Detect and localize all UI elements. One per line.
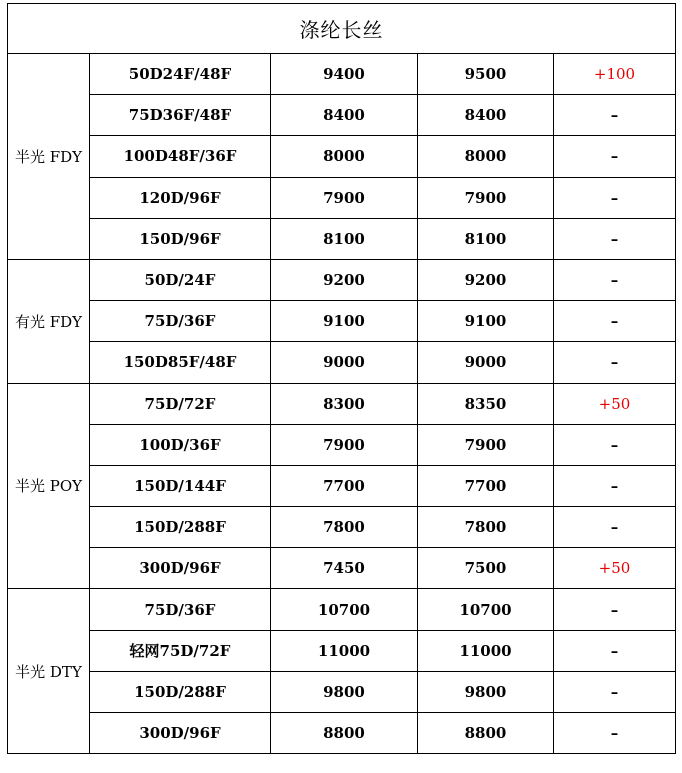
spec-cell: 75D/72F: [90, 383, 271, 424]
table-row: [8, 589, 676, 630]
spec-cell: 150D/144F: [90, 465, 271, 506]
table-row: [8, 630, 676, 671]
previous-price-cell: 8000: [271, 136, 418, 177]
current-price-cell: 10700: [418, 589, 554, 630]
product-group-label: 半光 FDY: [8, 54, 90, 260]
price-change-cell: –: [554, 507, 676, 548]
previous-price-cell: 7450: [271, 548, 418, 589]
price-change-cell: –: [554, 177, 676, 218]
price-change-cell: –: [554, 259, 676, 300]
spec-cell: 100D/36F: [90, 424, 271, 465]
table-body: [8, 54, 676, 754]
price-change-cell: –: [554, 342, 676, 383]
title-row: [8, 4, 676, 54]
previous-price-cell: 7700: [271, 465, 418, 506]
previous-price-cell: 8400: [271, 95, 418, 136]
table-row: [8, 424, 676, 465]
previous-price-cell: 9800: [271, 671, 418, 712]
spec-cell: 50D24F/48F: [90, 54, 271, 95]
previous-price-cell: 9000: [271, 342, 418, 383]
previous-price-cell: 9400: [271, 54, 418, 95]
current-price-cell: 9200: [418, 259, 554, 300]
previous-price-cell: 8300: [271, 383, 418, 424]
current-price-cell: 7800: [418, 507, 554, 548]
table-row: [8, 177, 676, 218]
previous-price-cell: 7800: [271, 507, 418, 548]
spec-cell: 150D/288F: [90, 671, 271, 712]
previous-price-cell: 11000: [271, 630, 418, 671]
table-row: [8, 54, 676, 95]
current-price-cell: 8000: [418, 136, 554, 177]
price-change-cell: –: [554, 136, 676, 177]
price-change-cell: –: [554, 671, 676, 712]
current-price-cell: 8100: [418, 218, 554, 259]
price-change-cell: –: [554, 301, 676, 342]
product-group-label: 半光 DTY: [8, 589, 90, 754]
product-group-label: 有光 FDY: [8, 259, 90, 383]
spec-cell: 300D/96F: [90, 713, 271, 754]
spec-cell: 150D/288F: [90, 507, 271, 548]
price-change-cell: –: [554, 589, 676, 630]
table-row: [8, 259, 676, 300]
current-price-cell: 9800: [418, 671, 554, 712]
spec-cell: 150D85F/48F: [90, 342, 271, 383]
spec-cell: 300D/96F: [90, 548, 271, 589]
current-price-cell: 8350: [418, 383, 554, 424]
table-title: 涤纶长丝: [8, 4, 676, 54]
current-price-cell: 7900: [418, 424, 554, 465]
current-price-cell: 9000: [418, 342, 554, 383]
table-row: [8, 218, 676, 259]
table-row: [8, 548, 676, 589]
spec-cell: 75D/36F: [90, 589, 271, 630]
current-price-cell: 8400: [418, 95, 554, 136]
current-price-cell: 8800: [418, 713, 554, 754]
price-change-cell: +50: [554, 548, 676, 589]
previous-price-cell: 8800: [271, 713, 418, 754]
table-row: [8, 507, 676, 548]
table-row: [8, 465, 676, 506]
spec-cell: 100D48F/36F: [90, 136, 271, 177]
table-row: [8, 301, 676, 342]
current-price-cell: 7700: [418, 465, 554, 506]
current-price-cell: 9100: [418, 301, 554, 342]
previous-price-cell: 9200: [271, 259, 418, 300]
spec-cell: 75D/36F: [90, 301, 271, 342]
current-price-cell: 11000: [418, 630, 554, 671]
price-change-cell: –: [554, 218, 676, 259]
price-change-cell: –: [554, 630, 676, 671]
table-row: [8, 136, 676, 177]
table-row: [8, 383, 676, 424]
spec-cell: 120D/96F: [90, 177, 271, 218]
table-row: [8, 671, 676, 712]
current-price-cell: 7500: [418, 548, 554, 589]
table-row: [8, 713, 676, 754]
price-change-cell: –: [554, 465, 676, 506]
spec-cell: 75D36F/48F: [90, 95, 271, 136]
previous-price-cell: 8100: [271, 218, 418, 259]
current-price-cell: 7900: [418, 177, 554, 218]
price-change-cell: –: [554, 95, 676, 136]
previous-price-cell: 10700: [271, 589, 418, 630]
spec-cell: 轻网75D/72F: [90, 630, 271, 671]
spec-cell: 150D/96F: [90, 218, 271, 259]
table-row: [8, 95, 676, 136]
spec-cell: 50D/24F: [90, 259, 271, 300]
price-change-cell: +100: [554, 54, 676, 95]
previous-price-cell: 9100: [271, 301, 418, 342]
price-change-cell: +50: [554, 383, 676, 424]
current-price-cell: 9500: [418, 54, 554, 95]
price-change-cell: –: [554, 713, 676, 754]
previous-price-cell: 7900: [271, 424, 418, 465]
price-change-cell: –: [554, 424, 676, 465]
table-row: [8, 342, 676, 383]
previous-price-cell: 7900: [271, 177, 418, 218]
product-group-label: 半光 POY: [8, 383, 90, 589]
polyester-filament-price-table: [7, 3, 676, 754]
